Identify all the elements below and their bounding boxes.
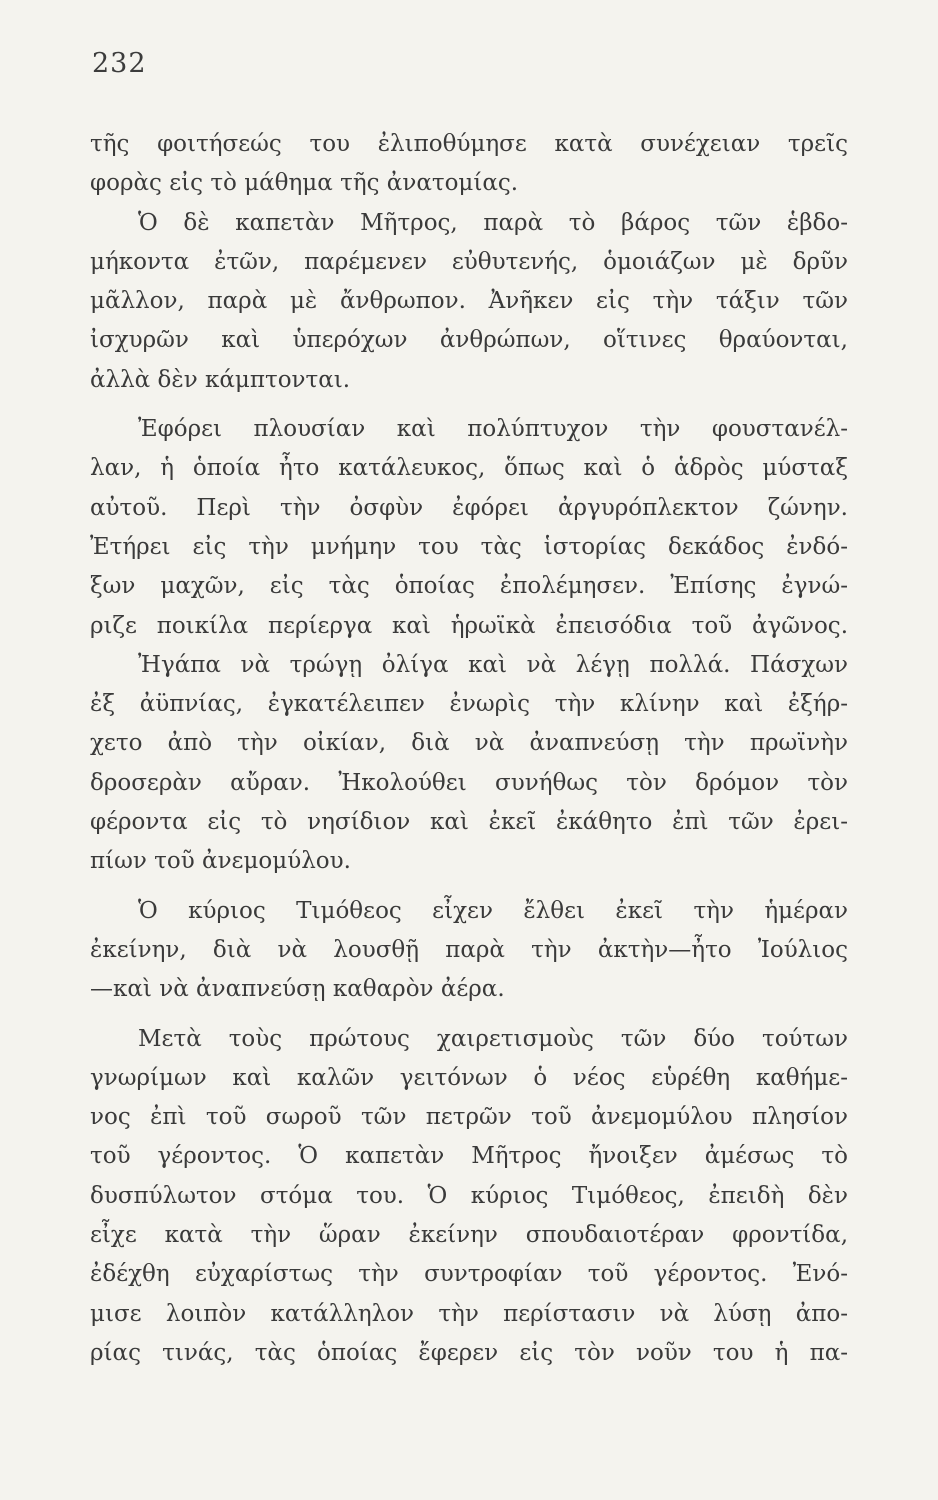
text-line: πίων τοῦ ἀνεμομύλου. [90,848,351,875]
text-line: μᾶλλον, παρὰ μὲ ἄνθρωπον. Ἀνῆκεν εἰς τὴν τάξιν τῶν [90,288,848,315]
text-line: φορὰς εἰς τὸ μάθημα τῆς ἀνατομίας. [90,170,519,197]
text-line: ρίας τινάς, τὰς ὁποίας ἔφερεν εἰς τὸν νοῦν του ἡ πα- [90,1339,848,1366]
text-line: Ἠγάπα νὰ τρώγῃ ὀλίγα καὶ νὰ λέγῃ πολλά. Πάσχων [138,651,848,678]
text-line: μήκοντα ἐτῶν, παρέμενεν εὐθυτενής, ὁμοιάζων μὲ δρῦν [90,248,848,275]
text-line: τοῦ γέροντος. Ὁ καπετὰν Μῆτρος ἤνοιξεν ἀμέσως τὸ [90,1143,848,1170]
text-line: μισε λοιπὸν κατάλληλον τὴν περίστασιν νὰ λύσῃ ἀπο- [90,1300,848,1327]
text-line: ἰσχυρῶν καὶ ὑπερόχων ἀνθρώπων, οἵτινες θραύονται, [90,327,848,354]
text-line: —καὶ νὰ ἀναπνεύσῃ καθαρὸν ἀέρα. [90,976,505,1003]
text-line: Ὁ δὲ καπετὰν Μῆτρος, παρὰ τὸ βάρος τῶν ἑβδο- [138,209,848,236]
text-line: δυσπύλωτον στόμα του. Ὁ κύριος Τιμόθεος, ἐπειδὴ δὲν [90,1182,848,1209]
text-line: γνωρίμων καὶ καλῶν γειτόνων ὁ νέος εὑρέθη καθήμε- [90,1064,848,1091]
text-line: ἐξ ἀϋπνίας, ἐγκατέλειπεν ἐνωρὶς τὴν κλίνην καὶ ἐξήρ- [90,691,848,718]
text-line: ἀλλὰ δὲν κάμπτονται. [90,366,351,393]
body-text [90,125,848,1373]
text-line: χετο ἀπὸ τὴν οἰκίαν, διὰ νὰ ἀναπνεύσῃ τὴν πρωϊνὴν [90,730,848,757]
text-line: λαν, ἡ ὁποία ἦτο κατάλευκος, ὅπως καὶ ὁ ἁδρὸς μύσταξ [90,455,848,482]
text-line: ἐκείνην, διὰ νὰ λουσθῇ παρὰ τὴν ἀκτὴν—ἦτο Ἰούλιος [90,936,848,963]
text-line: Ὁ κύριος Τιμόθεος εἶχεν ἔλθει ἐκεῖ τὴν ἡμέραν [138,897,848,924]
text-line: τῆς φοιτήσεώς του ἐλιποθύμησε κατὰ συνέχειαν τρεῖς [90,131,848,157]
text-line: εἶχε κατὰ τὴν ὥραν ἐκείνην σπουδαιοτέραν φροντίδα, [90,1222,848,1249]
text-line: Ἐτήρει εἰς τὴν μνήμην του τὰς ἱστορίας δεκάδος ἐνδό- [90,533,848,560]
page-number: 232 [92,48,147,79]
text-line: ριζε ποικίλα περίεργα καὶ ἡρωϊκὰ ἐπεισόδια τοῦ ἀγῶνος. [90,612,848,639]
text-line: ἐδέχθη εὐχαρίστως τὴν συντροφίαν τοῦ γέροντος. Ἐνό- [90,1261,848,1288]
text-line: Μετὰ τοὺς πρώτους χαιρετισμοὺς τῶν δύο τούτων [138,1025,848,1052]
text-line: ξων μαχῶν, εἰς τὰς ὁποίας ἐπολέμησεν. Ἐπίσης ἐγνώ- [90,573,848,600]
text-line: φέροντα εἰς τὸ νησίδιον καὶ ἐκεῖ ἐκάθητο ἐπὶ τῶν ἐρει- [90,809,848,836]
text-line: αὐτοῦ. Περὶ τὴν ὀσφὺν ἐφόρει ἀργυρόπλεκτον ζώνην. [90,494,848,521]
text-line: Ἐφόρει πλουσίαν καὶ πολύπτυχον τὴν φουστανέλ- [138,416,848,443]
text-line: δροσερὰν αὔραν. Ἠκολούθει συνήθως τὸν δρόμον τὸν [90,769,848,796]
text-line: νος ἐπὶ τοῦ σωροῦ τῶν πετρῶν τοῦ ἀνεμομύλου πλησίον [90,1104,848,1131]
